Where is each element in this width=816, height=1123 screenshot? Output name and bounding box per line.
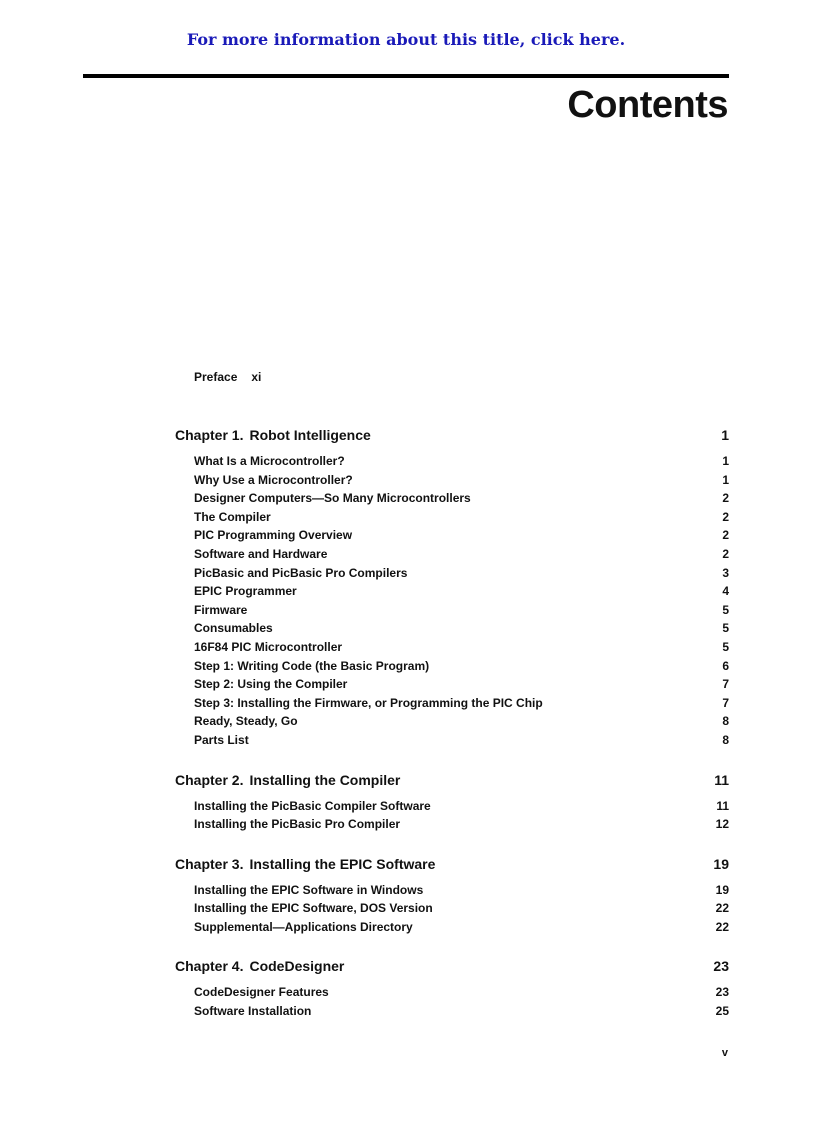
chapter-title: Installing the EPIC Software: [249, 855, 436, 872]
more-info-link[interactable]: [0, 30, 816, 49]
chapter-heading: [175, 426, 729, 448]
section-list: [175, 983, 729, 1020]
section-title: Installing the PicBasic Compiler Software: [194, 798, 431, 813]
chapter-title: CodeDesigner: [249, 958, 345, 975]
section-title: Parts List: [194, 732, 249, 747]
section-page: 8: [722, 714, 729, 729]
section-entry: [175, 619, 729, 638]
preface-page: xi: [251, 370, 262, 384]
page-folio: v: [721, 1047, 728, 1059]
section-page: 8: [722, 732, 729, 747]
section-page: 25: [715, 1004, 729, 1019]
section-title: Why Use a Microcontroller?: [194, 472, 353, 487]
section-page: 5: [722, 602, 729, 617]
section-entry: [175, 712, 729, 731]
section-entry: [175, 452, 729, 471]
section-page: 2: [722, 546, 729, 561]
section-page: 3: [722, 565, 729, 580]
chapter-number: Chapter 2.: [175, 771, 244, 788]
chapter-page: 1: [721, 427, 729, 443]
section-title: EPIC Programmer: [194, 584, 297, 599]
section-title: Installing the PicBasic Pro Compiler: [194, 817, 401, 832]
section-entry: [175, 815, 729, 834]
section-entry: [175, 675, 729, 694]
chapter-title: Robot Intelligence: [249, 427, 371, 443]
section-page: 5: [722, 639, 729, 654]
section-entry: [175, 638, 729, 657]
header-rule: [83, 74, 729, 78]
chapter-block: [175, 957, 729, 1020]
preface-label: Preface: [194, 370, 238, 384]
section-page: 7: [722, 695, 729, 710]
section-page: 6: [722, 658, 729, 673]
chapter-page: 11: [714, 771, 729, 788]
section-page: 22: [715, 901, 729, 916]
chapter-block: [175, 855, 729, 937]
section-page: 1: [722, 454, 729, 468]
section-entry: [175, 694, 729, 713]
chapter-page: 19: [713, 855, 729, 872]
section-page: 2: [722, 491, 729, 506]
section-page: 12: [715, 817, 729, 832]
section-page: 7: [722, 677, 729, 692]
chapter-block: [175, 771, 729, 834]
section-title: Ready, Steady, Go: [194, 714, 298, 729]
chapter-heading-text: [175, 426, 371, 448]
chapter-block: [175, 426, 729, 750]
section-entry: [175, 471, 729, 490]
chapter-page: 23: [713, 958, 729, 975]
section-title: Supplemental—Applications Directory: [194, 919, 413, 934]
chapter-title: Installing the Compiler: [249, 771, 401, 788]
chapter-heading: [175, 957, 729, 979]
section-page: 11: [716, 798, 729, 813]
preface-entry: [194, 370, 261, 384]
section-list: [175, 797, 729, 834]
table-of-contents: [175, 426, 729, 1042]
chapter-heading-text: [175, 957, 344, 979]
section-page: 23: [715, 985, 729, 1000]
section-entry: [175, 797, 729, 816]
section-entry: [175, 731, 729, 750]
chapter-number: Chapter 4.: [175, 958, 244, 975]
section-entry: [175, 899, 729, 918]
chapter-number: Chapter 3.: [175, 855, 244, 872]
section-entry: [175, 526, 729, 545]
section-page: 5: [722, 621, 729, 636]
section-title: Step 2: Using the Compiler: [194, 677, 348, 692]
section-entry: [175, 1002, 729, 1021]
section-title: Software and Hardware: [194, 546, 328, 561]
section-list: [175, 452, 729, 750]
chapter-heading: [175, 855, 729, 877]
section-title: Designer Computers—So Many Microcontrollers: [194, 491, 471, 506]
section-entry: [175, 564, 729, 583]
section-title: PicBasic and PicBasic Pro Compilers: [194, 565, 408, 580]
section-page: 1: [722, 472, 729, 487]
section-entry: [175, 508, 729, 527]
chapter-heading-text: [175, 771, 400, 793]
section-title: Step 3: Installing the Firmware, or Programming the PIC Chip: [194, 695, 543, 710]
chapter-number: Chapter 1.: [175, 427, 244, 443]
chapter-heading: [175, 771, 729, 793]
section-title: Firmware: [194, 602, 248, 617]
more-info-link-text[interactable]: For more information about this title, click here.: [186, 30, 626, 49]
section-title: What Is a Microcontroller?: [194, 454, 345, 468]
section-entry: [175, 918, 729, 937]
chapter-heading-text: [175, 855, 435, 877]
section-title: Installing the EPIC Software in Windows: [194, 882, 424, 897]
section-title: The Compiler: [194, 509, 271, 524]
section-title: CodeDesigner Features: [194, 985, 329, 1000]
section-title: Installing the EPIC Software, DOS Version: [194, 901, 433, 916]
section-page: 4: [722, 584, 729, 599]
page-title: Contents: [567, 84, 728, 126]
section-entry: [175, 582, 729, 601]
section-entry: [175, 657, 729, 676]
section-entry: [175, 881, 729, 900]
section-page: 2: [722, 528, 729, 543]
section-list: [175, 881, 729, 937]
section-entry: [175, 601, 729, 620]
section-entry: [175, 489, 729, 508]
section-page: 19: [715, 882, 729, 897]
section-title: Step 1: Writing Code (the Basic Program): [194, 658, 430, 673]
section-title: Software Installation: [194, 1004, 312, 1019]
section-title: 16F84 PIC Microcontroller: [194, 639, 343, 654]
section-entry: [175, 983, 729, 1002]
section-title: Consumables: [194, 621, 273, 636]
section-title: PIC Programming Overview: [194, 528, 353, 543]
section-entry: [175, 545, 729, 564]
section-page: 2: [722, 509, 729, 524]
section-page: 22: [715, 919, 729, 934]
